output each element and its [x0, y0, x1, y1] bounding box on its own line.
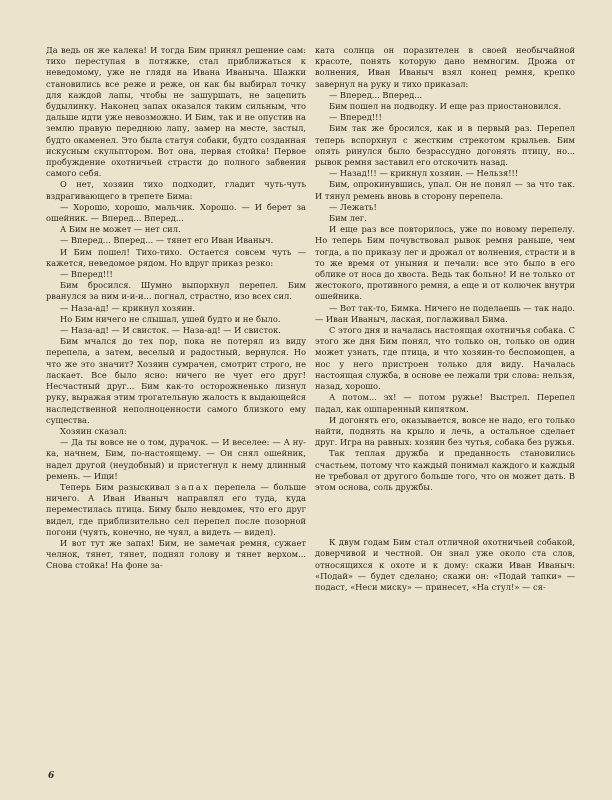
paragraph: С этого дня и началась настоящая охотничья собака. С этого же дня Бим понял, что только он, только он один может узнать, где птица, и что хозяин-то беспомощен, а нос у него пристроен только для виду. Началась настоящая служба, в основе ее лежали три слова: нельзя, назад, хорошо. — [315, 325, 575, 392]
paragraph: Хозяин сказал: — [60, 425, 127, 436]
paragraph: Бим лег. — [329, 213, 367, 224]
page-number: 6 — [48, 771, 55, 781]
paragraph: А Бим не может — нет сил. — [60, 224, 181, 235]
paragraph: — Вперед!!! — [329, 112, 382, 123]
paragraph: — Вперед!!! — [60, 269, 113, 280]
paragraph — [46, 482, 306, 538]
paragraph: А потом... эх! — потом ружье! Выстрел. Перепел падал, как ошпаренный кипятком. — [315, 392, 575, 414]
spaced-word: запах — [174, 481, 210, 492]
paragraph: — Да ты вовсе не о том, дурачок. — И веселее: — А ну-ка, начнем, Бим, по-настоящему. — Он снял ошейник, надел другой (неудобный) и пристегнул к нему длинный ремень. — Ищи! — [46, 437, 306, 481]
paragraph: Бим бросился. Шумно выпорхнул перепел. Бим рванулся за ним и-и-и... погнал, страстно, изо всех сил. — [46, 280, 306, 302]
paragraph: О нет, хозяин тихо подходит, гладит чуть-чуть вздрагивающего в трепете Бима: — [46, 179, 306, 201]
text-run: Теперь Бим разыскивал — [60, 481, 171, 492]
paragraph: Бим пошел на подводку. И еще раз приостановился. — [329, 101, 562, 112]
left-column — [46, 45, 306, 572]
paragraph: — Вперед... Вперед... — тянет его Иван Иваныч. — [60, 235, 274, 246]
paragraph: — Наза-ад! — крикнул хозяин. — [60, 302, 196, 313]
right-column — [315, 45, 575, 593]
paragraph: — Вперед... Вперед... — [329, 89, 423, 100]
paragraph: Бим мчался до тех пор, пока не потерял из виду перепела, а затем, веселый и радостный, вернулся. Но что же это значит? Хозяин сумрачен, смотрит строго, не ласкает. Все было ясно: ничего не чует его друг! Несчастный друг... Бим как-то осторожненько лизнул руку, выражая этим трогательную жалость к выдающейся наследственной неполноценности самого близкого ему существа. — [46, 336, 306, 425]
paragraph: К двум годам Бим стал отличной охотничьей собакой, доверчивой и честной. Он знал уже около ста слов, относящихся к охоте и к дому: скажи Иван Иваныч: «Подай» — будет сделано; скажи он: «Подай тапки» — подаст, «Неси миску» — принесет, «На стул!» — ся- — [315, 537, 575, 592]
paragraph: ката солнца он поразителен в своей необычайной красоте, понять которую дано немногим. Дрожа от волнения, Иван Иваныч взял конец ремня, крепко завернул на руку и тихо приказал: — [315, 45, 575, 89]
paragraph: — Наза-ад! — И свисток. — Наза-ад! — И свисток. — [60, 325, 281, 336]
paragraph: И вот тут же запах! Бим, не замечая ремня, сужает челнок, тянет, тянет, поднял голову и тянет верхом... Снова стойка! На фоне за- — [46, 537, 306, 571]
paragraph: И еще раз все повторилось, уже по новому перепелу. Но теперь Бим почувствовал рывок ремня раньше, чем тогда, а по приказу лег и дрожал от волнения, страсти и в то же время от уныния и печали: все это было в его облике от носа до хвоста. Ведь так больно! И не только от жестокого, противного ремня, а еще и от колючек внутри ошейника. — [315, 224, 575, 302]
paragraph: И Бим пошел! Тихо-тихо. Остается совсем чуть — кажется, неведомое рядом. Но вдруг приказ резко: — [46, 246, 306, 268]
paragraph: — Назад!!! — крикнул хозяин. — Нельзя!!! — [329, 168, 519, 179]
paragraph: И догонять его, оказывается, вовсе не надо, его только найти, поднять на крыло и лечь, а остальное сделает друг. Игра на равных: хозяин без чутья, собака без ружья. — [315, 414, 575, 448]
paragraph: — Вот так-то, Бимка. Ничего не поделаешь — так надо. — Иван Иваныч, лаская, поглаживал Бима. — [315, 302, 575, 324]
paragraph: Да ведь он же калека! И тогда Бим принял решение сам: тихо переступая в потяжке, стал приближаться к неведомому, уже не глядя на Ивана Иваныча. Шажки становились все реже и реже, он как бы выбирал точку для каждой лапы, чтобы не зашуршать, не зацепить будылинку. Наконец запах оказался таким сильным, что дальше идти уже невозможно. И Бим, так и не опустив на землю правую переднюю лапу, замер на месте, застыл, будто окаменел. Это была статуя собаки, будто созданная искусным скульптором. Вот она, первая стойка! Первое пробуждение охотничьей страсти до полного забвения самого себя. — [46, 45, 306, 179]
paragraph: — Лежать! — [329, 201, 377, 212]
paragraph: Бим, опрокинувшись, упал. Он не понял — за что так. И тянул ремень вновь в сторону перепела. — [315, 179, 575, 201]
paragraph: — Хорошо, хорошо, мальчик. Хорошо. — И берет за ошейник. — Вперед... Вперед... — [46, 201, 306, 224]
paragraph: Бим так же бросился, как и в первый раз. Перепел теперь вспорхнул с жестким стрекотом крыльев. Бим опять ринулся было безрассудно догонять птицу, но... рывок ремня заставил его отскочить назад. — [315, 123, 575, 168]
paragraph: Так теплая дружба и преданность становились счастьем, потому что каждый понимал каждого и каждый не требовал от другого больше того, что он может дать. В этом основа, соль дружбы. — [315, 448, 575, 492]
paragraph: Но Бим ничего не слышал, ушей будто и не было. — [60, 313, 281, 324]
text-run: перепела — больше ничего. А Иван Иваныч направлял его туда, куда переместилась птица. Биму было невдомек, что его друг видел, где приблизительно сел перепел после позорной погони (чуять, конечно, не чуял, а видеть — видел). — [46, 481, 307, 537]
